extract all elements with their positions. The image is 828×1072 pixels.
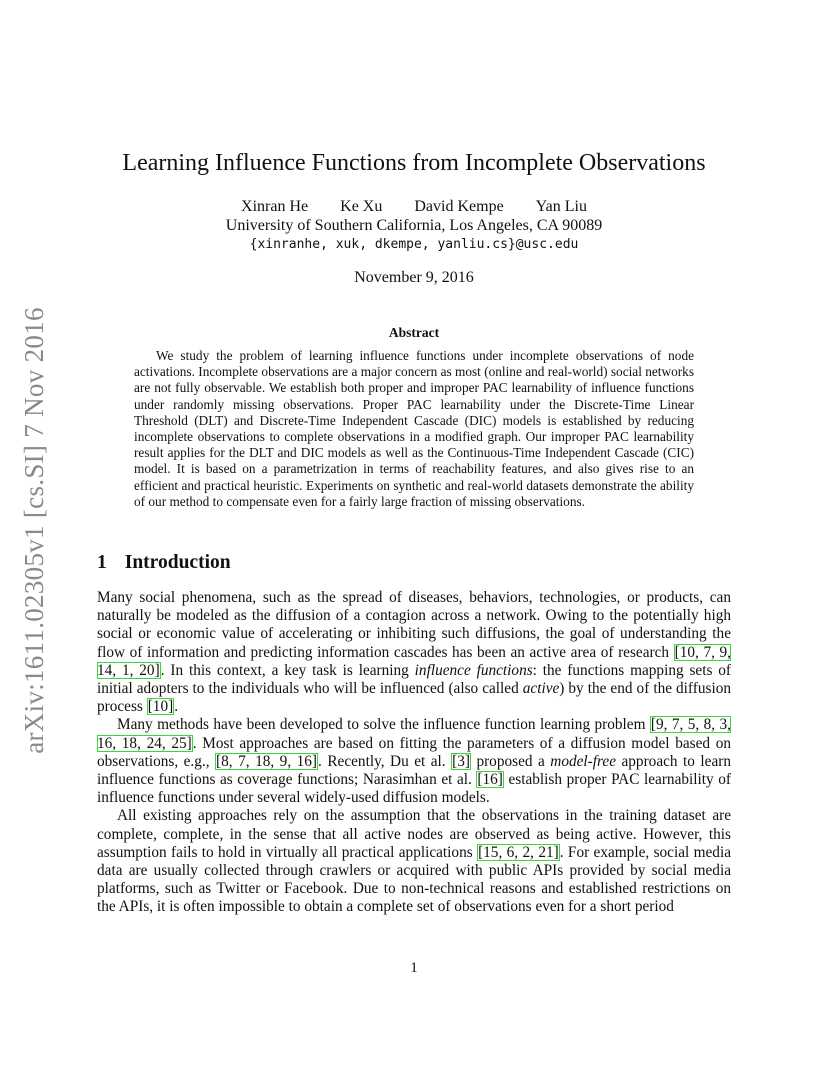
arxiv-sidebar — [14, 300, 54, 760]
citation-link[interactable]: [15, 6, 2, 21] — [478, 843, 559, 861]
text-span: . Most approaches are based on fitting the parameters of a diffusion model based on observations, e.g., — [97, 734, 731, 770]
text-span: . For example, social media data are usually collected through crawlers or acquired with public APIs provided by social media platforms, such as Twitter or Facebook. Due to non-technical reasons and established restrictions on the APIs, it is often impossible to obtain a complete set of observations even for a short period — [97, 843, 731, 916]
section-number: 1 — [97, 552, 107, 573]
abstract-heading: Abstract — [388, 325, 440, 340]
text-span: Many social phenomena, such as the spread of diseases, behaviors, technologies, or products, can naturally be modeled as the diffusion of a contagion across a network. Owing to the potentially high social or economic value of accelerating or inhibiting such diffusions, the goal of understanding the flow of information and predicting information cascades has been an active area of research — [97, 589, 731, 661]
emphasis: influence functions — [414, 661, 533, 679]
body-text — [97, 589, 731, 917]
citation-link[interactable]: [3] — [452, 752, 470, 770]
paragraph — [97, 716, 731, 807]
citation-link[interactable]: [10, 7, 9, 14, 1, 20] — [97, 643, 731, 679]
affiliation: University of Southern California, Los Angeles, CA 90089 — [225, 217, 603, 234]
author-list — [0, 198, 828, 216]
text-span: . — [174, 698, 179, 716]
author-name: Xinran He — [241, 198, 309, 215]
author-name: Yan Liu — [535, 198, 587, 215]
text-span: Many methods have been developed to solve the influence function learning problem — [117, 716, 650, 734]
citation-link[interactable]: [10] — [147, 698, 174, 716]
email: {xinranhe, xuk, dkempe, yanliu.cs}@usc.edu — [249, 237, 579, 252]
emphasis: model-free — [550, 752, 616, 770]
text-span: establish proper PAC learnability of influence functions under several widely-used diffusion models. — [97, 771, 731, 807]
section-title: Introduction — [124, 552, 231, 573]
paper-title: Learning Influence Functions from Incomplete Observations — [122, 150, 706, 176]
text-span: : the functions mapping sets of initial adopters to the individuals who will be influenced (also called — [97, 661, 731, 698]
text-span: All existing approaches rely on the assumption that the observations in the training dataset are complete, complete, in the sense that all active nodes are observed as being active. However, this assumption fails to hold in virtually all practical applications — [97, 807, 731, 861]
citation-link[interactable]: [8, 7, 18, 9, 16] — [216, 752, 318, 770]
paragraph — [97, 807, 731, 916]
citation-link[interactable]: [16] — [477, 771, 503, 789]
author-name: David Kempe — [414, 198, 504, 215]
emphasis: active — [522, 680, 560, 698]
text-span: . In this context, a key task is learning — [160, 661, 415, 679]
date: November 9, 2016 — [354, 269, 474, 286]
arxiv-id: arXiv:1611.02305v1 [cs.SI] 7 Nov 2016 — [18, 306, 49, 754]
text-span: proposed a — [470, 752, 551, 770]
author-name: Ke Xu — [340, 198, 383, 215]
section-heading — [97, 552, 231, 574]
citation-link[interactable]: [9, 7, 5, 8, 3, 16, 18, 24, 25] — [97, 716, 731, 752]
paragraph — [97, 589, 731, 716]
text-span: ) by the end of the diffusion process — [97, 680, 731, 716]
text-span: . Recently, Du et al. — [318, 752, 452, 770]
text-span: approach to learn influence functions as coverage functions; Narasimhan et al. — [97, 752, 731, 789]
abstract-text: We study the problem of learning influence functions under incomplete observations of node activations. Incomplete observations are a major concern as most (online and real-world) social networks are not fully observable. We establish both proper and improper PAC learnability of influence functions under randomly missing observations. Proper PAC learnability under the Discrete-Time Linear Threshold (DLT) and Discrete-Time Independent Cascade (DIC) models is established by reducing incomplete observations to complete observations in a modified graph. Our improper PAC learnability result applies for the DLT and DIC models as well as the Continuous-Time Independent Cascade (CIC) model. It is based on a parametrization in terms of reachability features, and also gives rise to an efficient and practical heuristic. Experiments on synthetic and real-world datasets demonstrate the ability of our method to compensate even for a fairly large fraction of missing observations. — [134, 348, 694, 509]
page-number: 1 — [410, 960, 418, 976]
